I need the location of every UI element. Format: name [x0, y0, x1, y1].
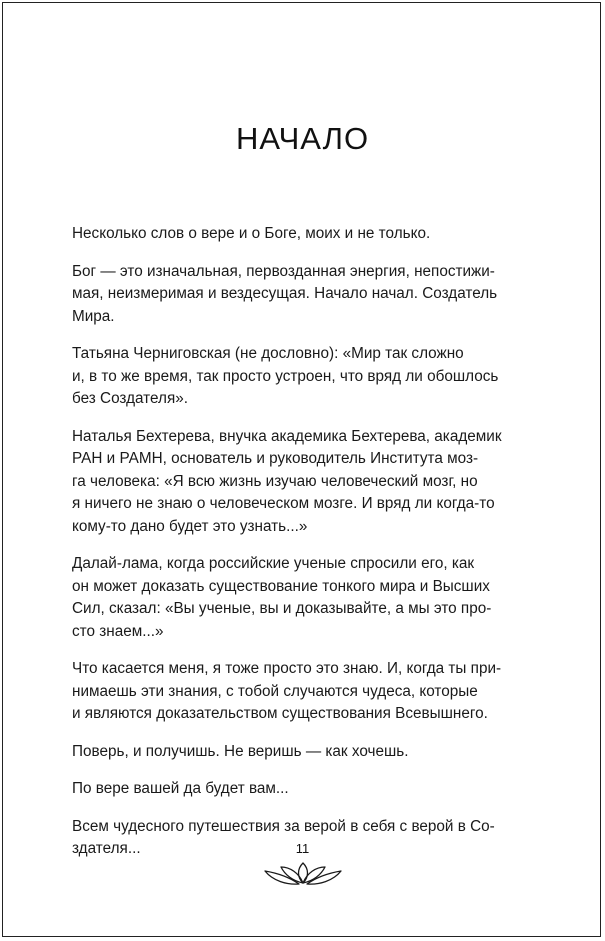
text-line: Всем чудесного путешествия за верой в себя с верой в Со- — [72, 817, 495, 835]
paragraph — [72, 658, 512, 726]
paragraph — [72, 426, 512, 539]
text-line: Мира. — [72, 307, 115, 325]
paragraph — [72, 778, 512, 801]
text-line: кому-то дано будет это узнать...» — [72, 517, 308, 535]
text-line: РАН и РАМН, основатель и руководитель Института моз- — [72, 450, 479, 467]
text-line: По вере вашей да будет вам... — [72, 780, 289, 797]
paragraph — [72, 553, 512, 643]
paragraph — [72, 261, 512, 329]
text-line: Несколько слов о вере и о Боге, моих и не только. — [72, 225, 431, 242]
text-line: он может доказать существование тонкого мира и Высших — [72, 577, 490, 595]
text-line: Поверь, и получишь. Не веришь — как хочешь. — [72, 742, 409, 760]
paragraph — [72, 343, 512, 411]
text-line: Татьяна Черниговская (не дословно): «Мир так сложно — [72, 345, 464, 362]
lotus-icon — [259, 853, 347, 887]
text-line: га человека: «Я всю жизнь изучаю человеческий мозг, но — [72, 472, 478, 490]
text-line: и, в то же время, так просто устроен, что вряд ли обошлось — [72, 367, 499, 385]
page-number: 11 — [295, 841, 310, 856]
text-line: Наталья Бехтерева, внучка академика Бехтерева, академик — [72, 427, 502, 445]
book-page — [2, 2, 601, 937]
text-line: я ничего не знаю о человеческом мозге. И вряд ли когда-то — [72, 495, 495, 512]
chapter-title: НАЧАЛО — [235, 121, 370, 156]
text-line: нимаешь эти знания, с тобой случаются чудеса, которые — [72, 682, 478, 700]
body-text — [72, 223, 512, 876]
paragraph — [72, 741, 512, 764]
paragraph — [72, 223, 512, 246]
text-line: мая, неизмеримая и вездесущая. Начало начал. Создатель — [72, 285, 498, 302]
text-line: Далай-лама, когда российские ученые спросили его, как — [72, 555, 475, 572]
text-line: Бог — это изначальная, первозданная энергия, непостижи- — [72, 262, 495, 280]
text-line: Сил, сказал: «Вы ученые, вы и доказывайте, а мы это про- — [72, 600, 492, 617]
text-line: без Создателя». — [72, 390, 188, 407]
text-line: здателя... — [72, 840, 141, 857]
text-line: и являются доказательством существования Всевышнего. — [72, 705, 488, 722]
text-line: Что касается меня, я тоже просто это знаю. И, когда ты при- — [72, 660, 502, 677]
text-line: сто знаем...» — [72, 622, 164, 640]
